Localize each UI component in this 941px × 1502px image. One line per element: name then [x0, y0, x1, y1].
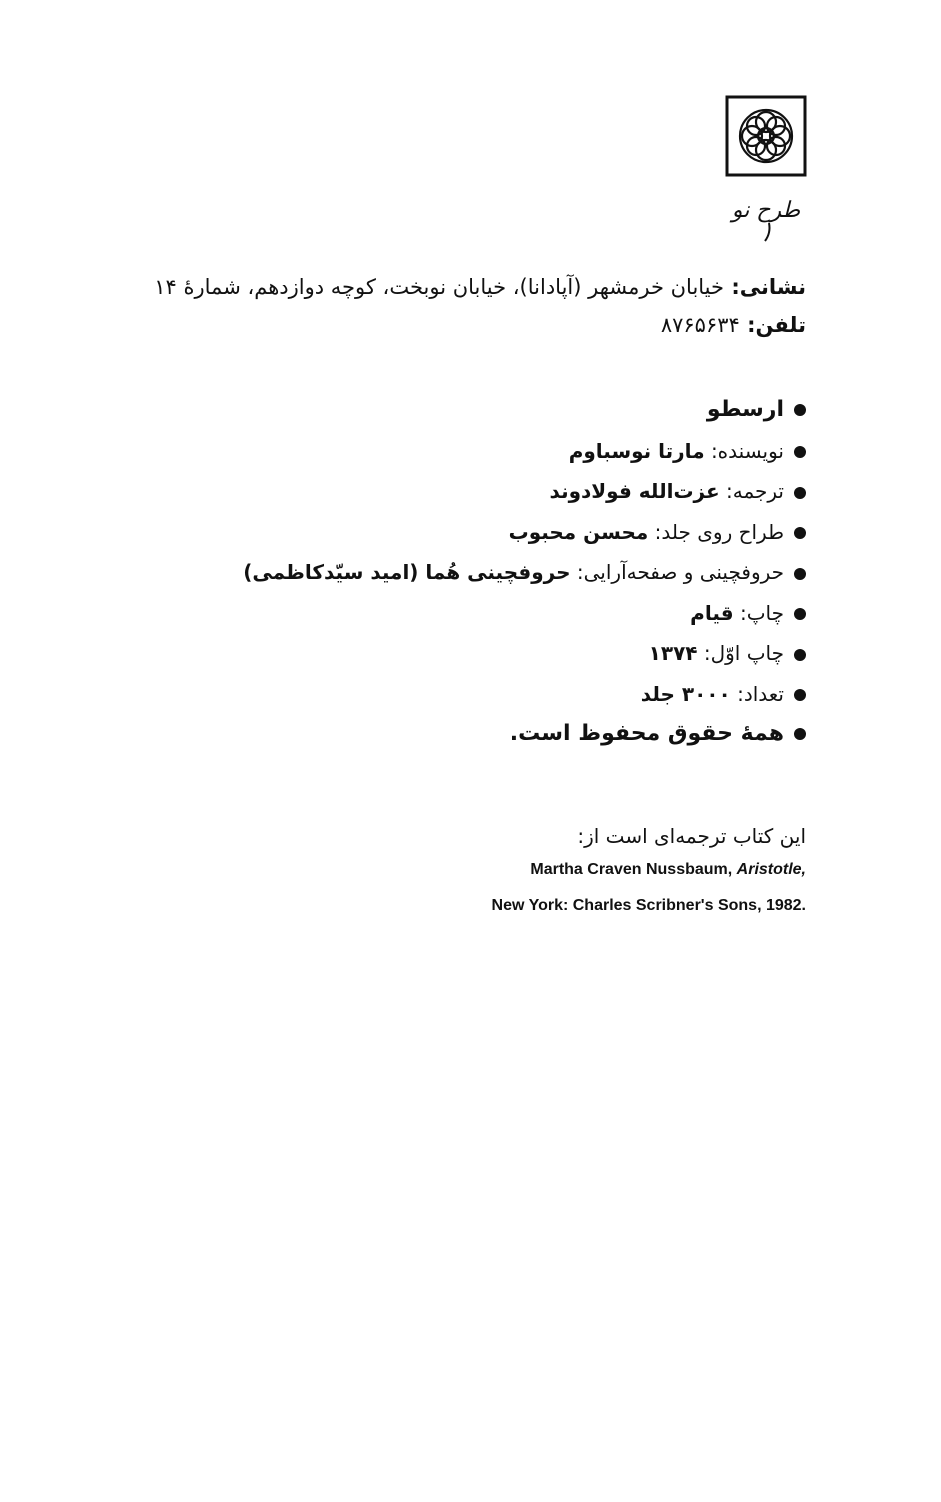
- bullet-icon: [794, 527, 806, 539]
- publisher-logo-text: طرح نو: [731, 198, 801, 223]
- list-item: [156, 552, 806, 593]
- address-label: نشانی:: [731, 275, 806, 299]
- author-label: نویسنده:: [710, 438, 784, 463]
- list-item: [156, 714, 806, 755]
- bullet-icon: [794, 649, 806, 661]
- list-item: [156, 390, 806, 431]
- phone-label: تلفن:: [747, 313, 806, 337]
- cover-designer-value: محسن محبوب: [508, 519, 649, 544]
- author-value: مارتا نوسباوم: [568, 438, 705, 463]
- address-value: خیابان خرمشهر (آپادانا)، خیابان نوبخت، کوچه دوازدهم، شمارهٔ ۱۴: [154, 275, 725, 299]
- source-line-1: [206, 852, 806, 888]
- first-edition-label: چاپ اوّل:: [703, 641, 784, 665]
- typesetting-value: حروفچینی هُما (امید سیّدکاظمی): [243, 560, 571, 584]
- phone-line: [116, 306, 806, 344]
- list-item: [156, 633, 806, 674]
- cover-designer-label: طراح روی جلد:: [654, 519, 784, 544]
- list-item: [156, 431, 806, 472]
- list-item: [156, 674, 806, 715]
- source-title: Aristotle,: [736, 861, 806, 878]
- printer-label: چاپ:: [739, 600, 784, 625]
- phone-value: ۸۷۶۵۶۳۴: [660, 313, 740, 337]
- first-edition-value: ۱۳۷۴: [648, 641, 698, 665]
- bullet-icon: [794, 404, 806, 416]
- bullet-icon: [794, 728, 806, 740]
- publisher-address: [116, 268, 806, 344]
- bullet-icon: [794, 689, 806, 701]
- print-count-label: تعداد:: [737, 681, 784, 706]
- address-line: [116, 268, 806, 306]
- rights-reserved: همهٔ حقوق محفوظ است.: [509, 721, 784, 746]
- bullet-icon: [794, 608, 806, 620]
- bullet-icon: [794, 487, 806, 499]
- source-intro: این کتاب ترجمه‌ای است از:: [577, 824, 806, 848]
- print-count-value: ۳۰۰۰ جلد: [640, 681, 731, 706]
- translator-value: عزت‌الله فولادوند: [549, 479, 720, 503]
- bullet-icon: [794, 446, 806, 458]
- list-item: [156, 593, 806, 634]
- source-author: Martha Craven Nussbaum,: [530, 861, 737, 878]
- book-details-list: [156, 390, 806, 755]
- original-source: [206, 820, 806, 924]
- translator-label: ترجمه:: [726, 479, 784, 503]
- printer-value: قیام: [690, 600, 734, 625]
- typesetting-label: حروفچینی و صفحه‌آرایی:: [576, 560, 784, 584]
- list-item: [156, 471, 806, 512]
- publisher-rosette-logo-icon: [725, 95, 807, 245]
- source-line-2: New York: Charles Scribner's Sons, 1982.: [491, 897, 806, 914]
- bullet-icon: [794, 568, 806, 580]
- book-title: ارسطو: [706, 397, 784, 422]
- list-item: [156, 512, 806, 553]
